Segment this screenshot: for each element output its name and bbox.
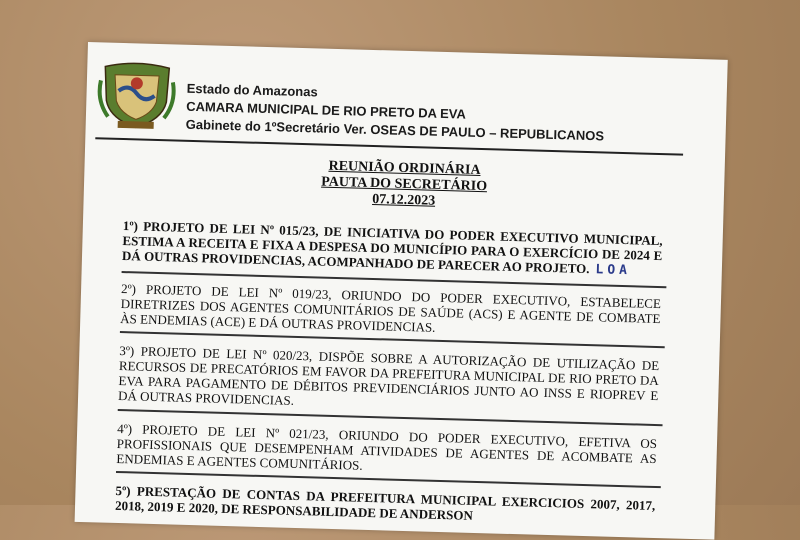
agenda-item-text: 2º) PROJETO DE LEI Nº 019/23, ORIUNDO DO PODER EXECUTIVO, ESTABELECE DIRETRIZES DOS AGENTES COMUNITÁRIOS DE SAÚDE (ACS) E AGENTE DE COMBATE ÀS ENDEMIAS (ACE) E DÁ OUTRAS PROVIDENCIAS. (120, 281, 662, 335)
chamber-name: CAMARA MUNICIPAL DE RIO PRETO DA EVA (186, 98, 467, 122)
state-name: Estado do Amazonas (186, 80, 318, 100)
agenda-title (84, 152, 725, 218)
letterhead (85, 42, 727, 155)
agenda-item (120, 281, 661, 341)
agenda-item-text: 4º) PROJETO DE LEI Nº 021/23, ORIUNDO DO PODER EXECUTIVO, EFETIVA OS PROFISSIONAIS QUE DESEMPENHAM ATIVIDADES DE AGENTES DE ACOMBATE AS ENDEMIAS E AGENTES COMUNITÁRIOS. (116, 420, 658, 473)
agenda-item-text: 3º) PROJETO DE LEI Nº 020/23, DISPÕE SOBRE A AUTORIZAÇÃO DE UTILIZAÇÃO DE RECURSOS DE PRECATÓRIOS EM FAVOR DA PREFEITURA MUNICIPAL DE RIO PRETO DA EVA PARA PAGAMENTO DE DÉBITOS PREVIDENCIÁRIOS JUNTO AO INSS E RIOPREV E DÁ OUTRAS PROVIDENCIAS. (117, 342, 660, 408)
agenda-item-text: 5º) PRESTAÇÃO DE CONTAS DA PREFEITURA MUNICIPAL EXERCICIOS 2007, 2017, 2018, 2019 E 2020, DE RESPONSABILIDADE DE ANDERSON (114, 482, 656, 523)
session-title: REUNIÃO ORDINÁRIA (328, 158, 481, 179)
agenda-item (122, 218, 663, 279)
agenda-item (118, 343, 659, 418)
handwritten-annotation: LOA (595, 262, 632, 279)
office-name: Gabinete do 1ºSecretário Ver. OSEAS DE PAULO – REPUBLICANOS (185, 116, 605, 144)
document-page (75, 42, 728, 540)
agenda-subtitle: PAUTA DO SECRETÁRIO (320, 174, 488, 195)
letterhead-text (185, 80, 605, 146)
municipal-crest-icon (96, 60, 178, 132)
agenda-item (116, 421, 657, 481)
agenda-item-text: 1º) PROJETO DE LEI Nº 015/23, DE INICIATIVA DO PODER EXECUTIVO MUNICIPAL, ESTIMA A RECEITA E FIXA A DESPESA DO MUNICÍPIO PARA O EXERCÍCIO DE 2024 E DÁ OUTRAS PROVIDENCIAS, ACOMPANHADO DE PARECER AO PROJETO. (121, 218, 663, 277)
agenda-item (115, 483, 656, 528)
agenda-date: 07.12.2023 (372, 192, 436, 209)
